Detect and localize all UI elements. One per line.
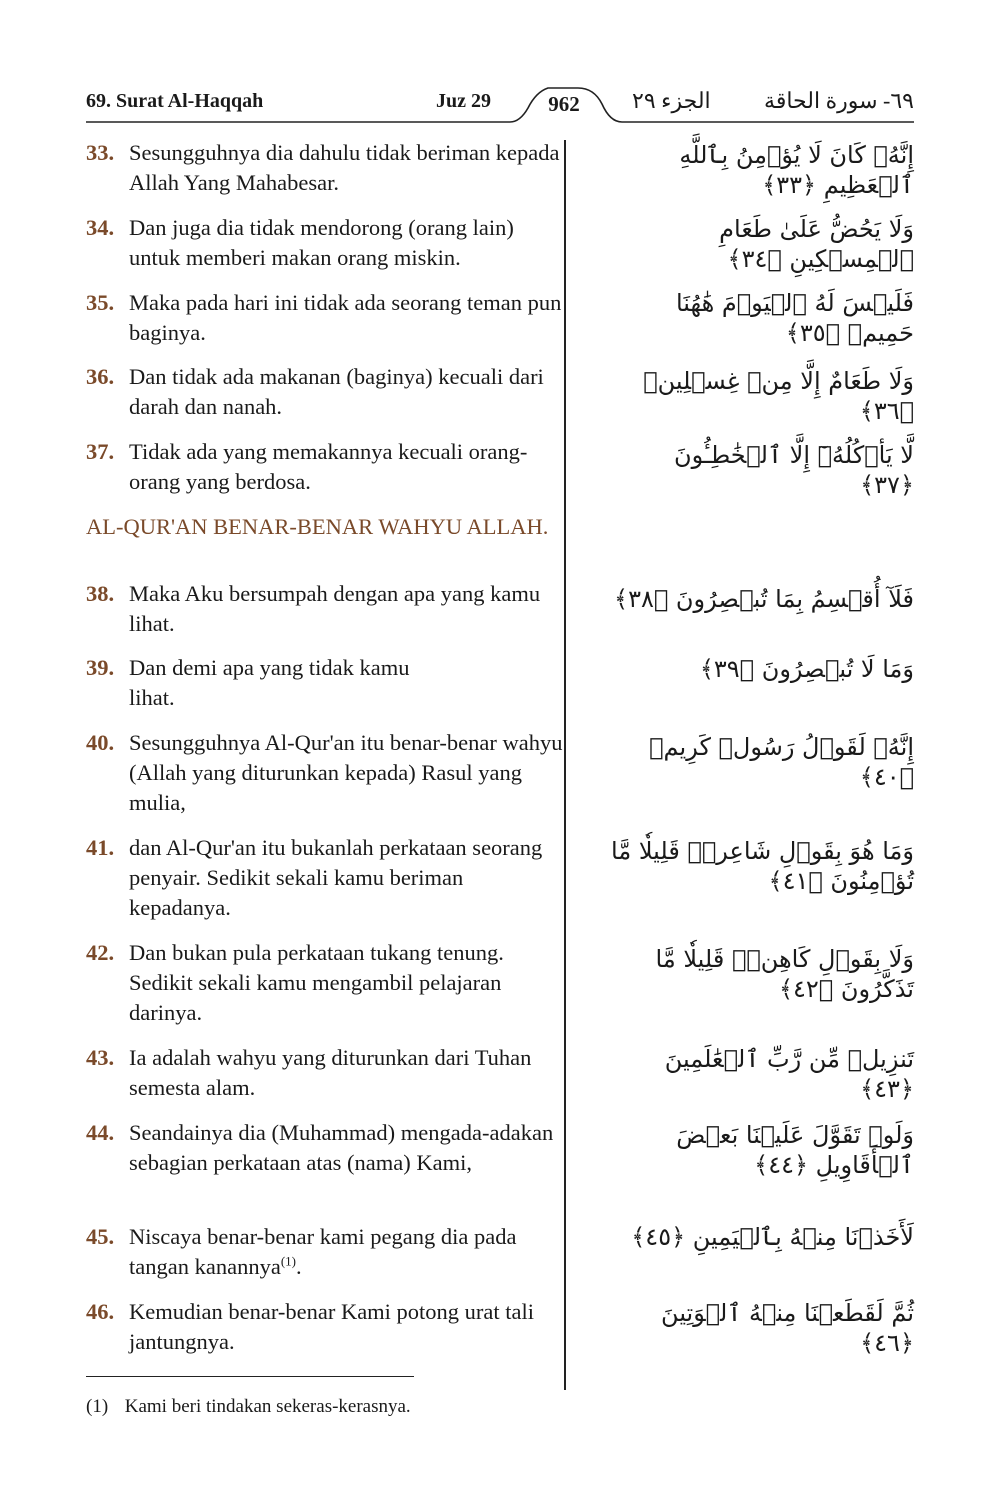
footnote-text: Kami beri tindakan sekeras-kerasnya. (124, 1396, 411, 1417)
surah-title-arabic: ٦٩- سورة الحاقة (764, 88, 914, 113)
verse-37-arabic: لَّا يَأۡكُلُهُۥٓ إِلَّا ٱلۡخَٰطِـُٔونَ ﴿٣٧﴾ (674, 441, 914, 499)
verse-38-arabic: فَلَآ أُقۡسِمُ بِمَا تُبۡصِرُونَ ﴿٣٨﴾ (614, 585, 914, 613)
verse-number: 45. (86, 1224, 115, 1249)
verse-43-arabic: تَنزِيلٞ مِّن رَّبِّ ٱلۡعَٰلَمِينَ ﴿٤٣﴾ (664, 1045, 914, 1103)
verse-number: 42. (86, 940, 115, 965)
verse-41-arabic: وَمَا هُوَ بِقَوۡلِ شَاعِرٖۚ قَلِيلٗا مَّا تُؤۡمِنُونَ ﴿٤١﴾ (611, 837, 914, 895)
verse-number: 38. (86, 581, 115, 606)
verse-translation: Ia adalah wahyu yang diturunkan dari Tuhan semesta alam. (129, 1045, 532, 1100)
verse-translation: Maka pada hari ini tidak ada seorang teman pun baginya. (129, 290, 562, 345)
verse-39-arabic: وَمَا لَا تُبۡصِرُونَ ﴿٣٩﴾ (699, 655, 914, 683)
verse-34-arabic: وَلَا يَحُضُّ عَلَىٰ طَعَامِ ٱلۡمِسۡكِينِ ﴿٣٤﴾ (719, 215, 914, 273)
verse-translation: Dan juga dia tidak mendorong (orang lain) untuk memberi makan orang miskin. (129, 215, 514, 270)
verse-number: 34. (86, 215, 115, 240)
verse-end-punctuation: . (295, 1254, 302, 1279)
verse-42-arabic: وَلَا بِقَوۡلِ كَاهِنٖۚ قَلِيلٗا مَّا تَذَكَّرُونَ ﴿٤٢﴾ (655, 945, 914, 1003)
verse-translation: Dan bukan pula perkataan tukang tenung. Sedikit sekali kamu mengambil pelajaran darinya. (129, 940, 504, 1025)
juz-label-arabic: الجزء ٢٩ (632, 88, 711, 113)
verse-44-arabic: وَلَوۡ تَقَوَّلَ عَلَيۡنَا بَعۡضَ ٱلۡأَقَاوِيلِ ﴿٤٤﴾ (676, 1121, 914, 1179)
verse-36-arabic: وَلَا طَعَامٌ إِلَّا مِنۡ غِسۡلِينٖ ﴿٣٦﴾ (643, 367, 914, 425)
verse-translation-text: Niscaya benar-benar kami pegang dia pada tangan kanannya (129, 1224, 517, 1279)
verse-46-arabic: ثُمَّ لَقَطَعۡنَا مِنۡهُ ٱلۡوَتِينَ ﴿٤٦﴾ (661, 1299, 914, 1357)
section-heading: AL-QUR'AN BENAR-BENAR WAHYU ALLAH. (86, 514, 549, 539)
verse-translation: Tidak ada yang memakannya kecuali orang-orang yang berdosa. (129, 439, 528, 494)
verse-40-arabic: إِنَّهُۥ لَقَوۡلُ رَسُولٖ كَرِيمٖ ﴿٤٠﴾ (649, 733, 914, 791)
verse-translation: Dan demi apa yang tidak kamu lihat. (129, 655, 410, 710)
header-rule (0, 0, 1000, 140)
verse-translation: Sesungguhnya Al-Qur'an itu benar-benar wahyu (Allah yang diturunkan kepada) Rasul yang mulia, (129, 730, 563, 815)
page-number: 962 (548, 92, 580, 116)
verse-translation: Kemudian benar-benar Kami potong urat tali jantungnya. (129, 1299, 535, 1354)
verse-number: 43. (86, 1045, 115, 1070)
footnote-marker[interactable]: (1) (280, 1253, 296, 1269)
verse-translation: Maka Aku bersumpah dengan apa yang kamu lihat. (129, 581, 541, 636)
verse-translation: Seandainya dia (Muhammad) mengada-adakan sebagian perkataan atas (nama) Kami, (129, 1120, 554, 1175)
verse-number: 36. (86, 364, 115, 389)
surah-title: 69. Surat Al-Haqqah (86, 90, 264, 112)
verse-45-arabic: لَأَخَذۡنَا مِنۡهُ بِٱلۡيَمِينِ ﴿٤٥﴾ (631, 1223, 914, 1251)
verse-number: 33. (86, 140, 115, 165)
verse-translation: Dan tidak ada makanan (baginya) kecuali dari darah dan nanah. (129, 364, 544, 419)
verse-number: 35. (86, 290, 115, 315)
verse-33-arabic: إِنَّهُۥ كَانَ لَا يُؤۡمِنُ بِٱللَّهِ ٱلۡعَظِيمِ ﴿٣٣﴾ (679, 141, 914, 199)
verse-number: 37. (86, 439, 115, 464)
verse-number: 46. (86, 1299, 115, 1324)
verse-translation: Sesungguhnya dia dahulu tidak beriman kepada Allah Yang Mahabesar. (129, 140, 560, 195)
verse-number: 41. (86, 835, 115, 860)
footnote (86, 1396, 411, 1418)
juz-label: Juz 29 (436, 90, 491, 112)
verse-translation (129, 1222, 569, 1282)
footnote-rule (86, 1376, 414, 1377)
verse-number: 39. (86, 655, 115, 680)
verse-number: 40. (86, 730, 115, 755)
verse-number: 44. (86, 1120, 115, 1145)
verse-35-arabic: فَلَيۡسَ لَهُ ٱلۡيَوۡمَ هَٰهُنَا حَمِيمٞ ﴿٣٥﴾ (675, 289, 914, 347)
footnote-number: (1) (86, 1396, 109, 1417)
verse-translation: dan Al-Qur'an itu bukanlah perkataan seorang penyair. Sedikit sekali kamu beriman kepadanya. (129, 835, 543, 920)
